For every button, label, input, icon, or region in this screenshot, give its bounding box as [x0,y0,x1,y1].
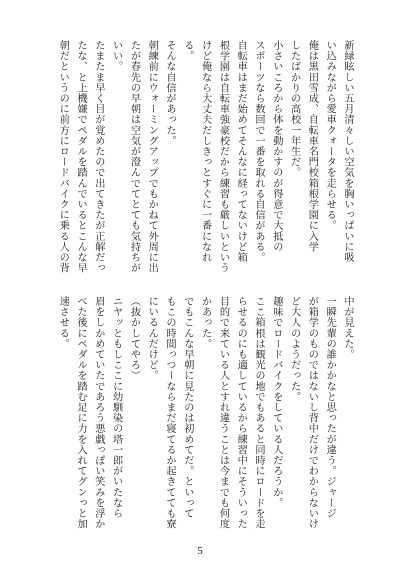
text-line: 俺は黒田雪成、自転車名門校箱根学園に入学 [306,40,318,252]
text-line: 速させる。 [57,296,69,349]
text-line: けど俺なら大丈夫だしきっとすぐに一番になれ [199,40,211,263]
text-line: 自転車はまだ始めてそんなに経ってないけど箱 [235,40,247,263]
text-line: らせるのにも適しているから練習中にそういった [235,296,247,530]
text-line: い込みながら愛車クォータを走らせる。 [324,40,336,231]
text-line: 眉をしかめていたであろう悪戯っぽい笑みを浮か [92,296,104,530]
text-line: 一瞬先輩の誰かかなと思ったが違う。ジャージ [324,296,336,519]
text-line: にいるんだけど。 [146,296,158,381]
text-line: したばかりの高校一年生だ。 [288,40,300,178]
text-line: たまたま早く目が覚めたので出てきたが正解だっ [92,40,104,274]
lower-text-column [53,296,356,530]
text-line: ここ箱根は観光の地でもあると同時にロードを走 [253,296,265,530]
text-line: 目的で来ている人とすれ違うことは今までも何度 [217,296,229,530]
text-line: ニヤッともしここに幼馴染の塔一郎がいたなら [110,296,122,519]
text-line: 中が見えた。 [342,296,353,360]
text-line: スポーツなら数回で一番を取れる自信がある。 [253,40,265,263]
text-line: そんな自信があった。 [164,40,176,146]
text-line: 趣味でロードバイクをしている人だろうか。 [270,296,282,508]
text-line: 小さいころから体を動かすのが得意で大抵の [270,40,282,252]
page-number: 5 [197,545,203,557]
text-line: 朝だというのに前方にロードバイクに乗る人の背 [57,40,69,274]
text-line: いい。 [110,40,122,72]
text-line: 新緑眩しい五月清々しい空気を胸いっぱいに吸 [342,40,353,263]
text-line: が箱学のものではないし背中だけでわからないけ [306,296,318,530]
upper-text-column [53,40,356,274]
text-line: 根学園は自転車強豪校だから練習も厳しいという [217,40,229,274]
text-line: べた後にペダルを踏む足に力を入れてグンっと加 [75,296,87,530]
text-line: たが春先の早朝は空気が澄んでてとても気持ちが [128,40,140,274]
text-line: ど大人のようだった。 [288,296,300,402]
text-line: （抜かしてやろ） [128,296,140,381]
text-line: かあった。 [199,296,211,349]
text-line: もこの時間っつーならまだ寝てるか起きてても寮 [164,296,176,530]
text-line: たな、と上機嫌でペダルを踏んでいるとこんな早 [75,40,87,274]
text-line: る。 [181,40,193,62]
text-line: 朝練前にウォーミングアップでもかねて外周に出 [146,40,158,274]
text-line: でもこんな早朝に見たのは初めてだ。といって [181,296,193,519]
